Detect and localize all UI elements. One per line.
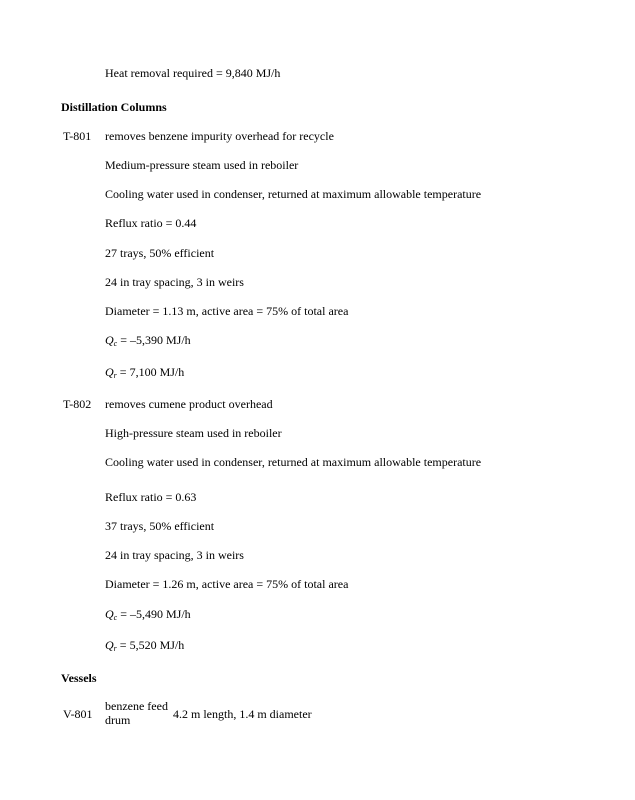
description-line: drum bbox=[105, 713, 131, 727]
heat-removal-line: Heat removal required = 9,840 MJ/h bbox=[105, 66, 281, 80]
equipment-description-t802: removes cumene product overhead bbox=[105, 397, 273, 411]
duty-subscript: c bbox=[113, 613, 118, 622]
vessel-spec-v801: 4.2 m length, 1.4 m diameter bbox=[173, 707, 312, 721]
spec-line: Reflux ratio = 0.44 bbox=[105, 216, 197, 230]
duty-symbol: Q bbox=[105, 607, 114, 621]
spec-line: 24 in tray spacing, 3 in weirs bbox=[105, 548, 244, 562]
duty-subscript: r bbox=[113, 644, 117, 653]
duty-symbol: Q bbox=[105, 333, 114, 347]
spec-line: 24 in tray spacing, 3 in weirs bbox=[105, 275, 244, 289]
spec-line: 27 trays, 50% efficient bbox=[105, 246, 215, 260]
condenser-duty-t801 bbox=[105, 333, 191, 348]
spec-line: Cooling water used in condenser, returned at maximum allowable temperature bbox=[105, 187, 482, 201]
spec-line: Diameter = 1.13 m, active area = 75% of total area bbox=[105, 304, 349, 318]
equipment-description-v801 bbox=[105, 699, 173, 727]
duty-symbol: Q bbox=[105, 638, 114, 652]
equipment-description-t801: removes benzene impurity overhead for recycle bbox=[105, 129, 334, 143]
spec-line: 37 trays, 50% efficient bbox=[105, 519, 215, 533]
equipment-tag-t802: T-802 bbox=[63, 397, 92, 411]
description-line: benzene feed bbox=[105, 699, 168, 713]
duty-symbol: Q bbox=[105, 365, 114, 379]
reboiler-duty-t802 bbox=[105, 638, 184, 653]
duty-value: = 7,100 MJ/h bbox=[116, 365, 185, 379]
section-heading-vessels: Vessels bbox=[61, 671, 97, 685]
spec-line: Medium-pressure steam used in reboiler bbox=[105, 158, 299, 172]
condenser-duty-t802 bbox=[105, 607, 191, 622]
spec-line: High-pressure steam used in reboiler bbox=[105, 426, 282, 440]
duty-value: = –5,390 MJ/h bbox=[117, 333, 191, 347]
equipment-tag-t801: T-801 bbox=[63, 129, 92, 143]
section-heading-distillation: Distillation Columns bbox=[61, 100, 167, 114]
duty-value: = 5,520 MJ/h bbox=[116, 638, 185, 652]
equipment-tag-v801: V-801 bbox=[63, 707, 93, 721]
duty-subscript: c bbox=[113, 339, 118, 348]
reboiler-duty-t801 bbox=[105, 365, 184, 380]
spec-line: Diameter = 1.26 m, active area = 75% of total area bbox=[105, 577, 349, 591]
duty-subscript: r bbox=[113, 371, 117, 380]
duty-value: = –5,490 MJ/h bbox=[117, 607, 191, 621]
spec-line: Reflux ratio = 0.63 bbox=[105, 490, 197, 504]
spec-line: Cooling water used in condenser, returned at maximum allowable temperature bbox=[105, 455, 482, 469]
